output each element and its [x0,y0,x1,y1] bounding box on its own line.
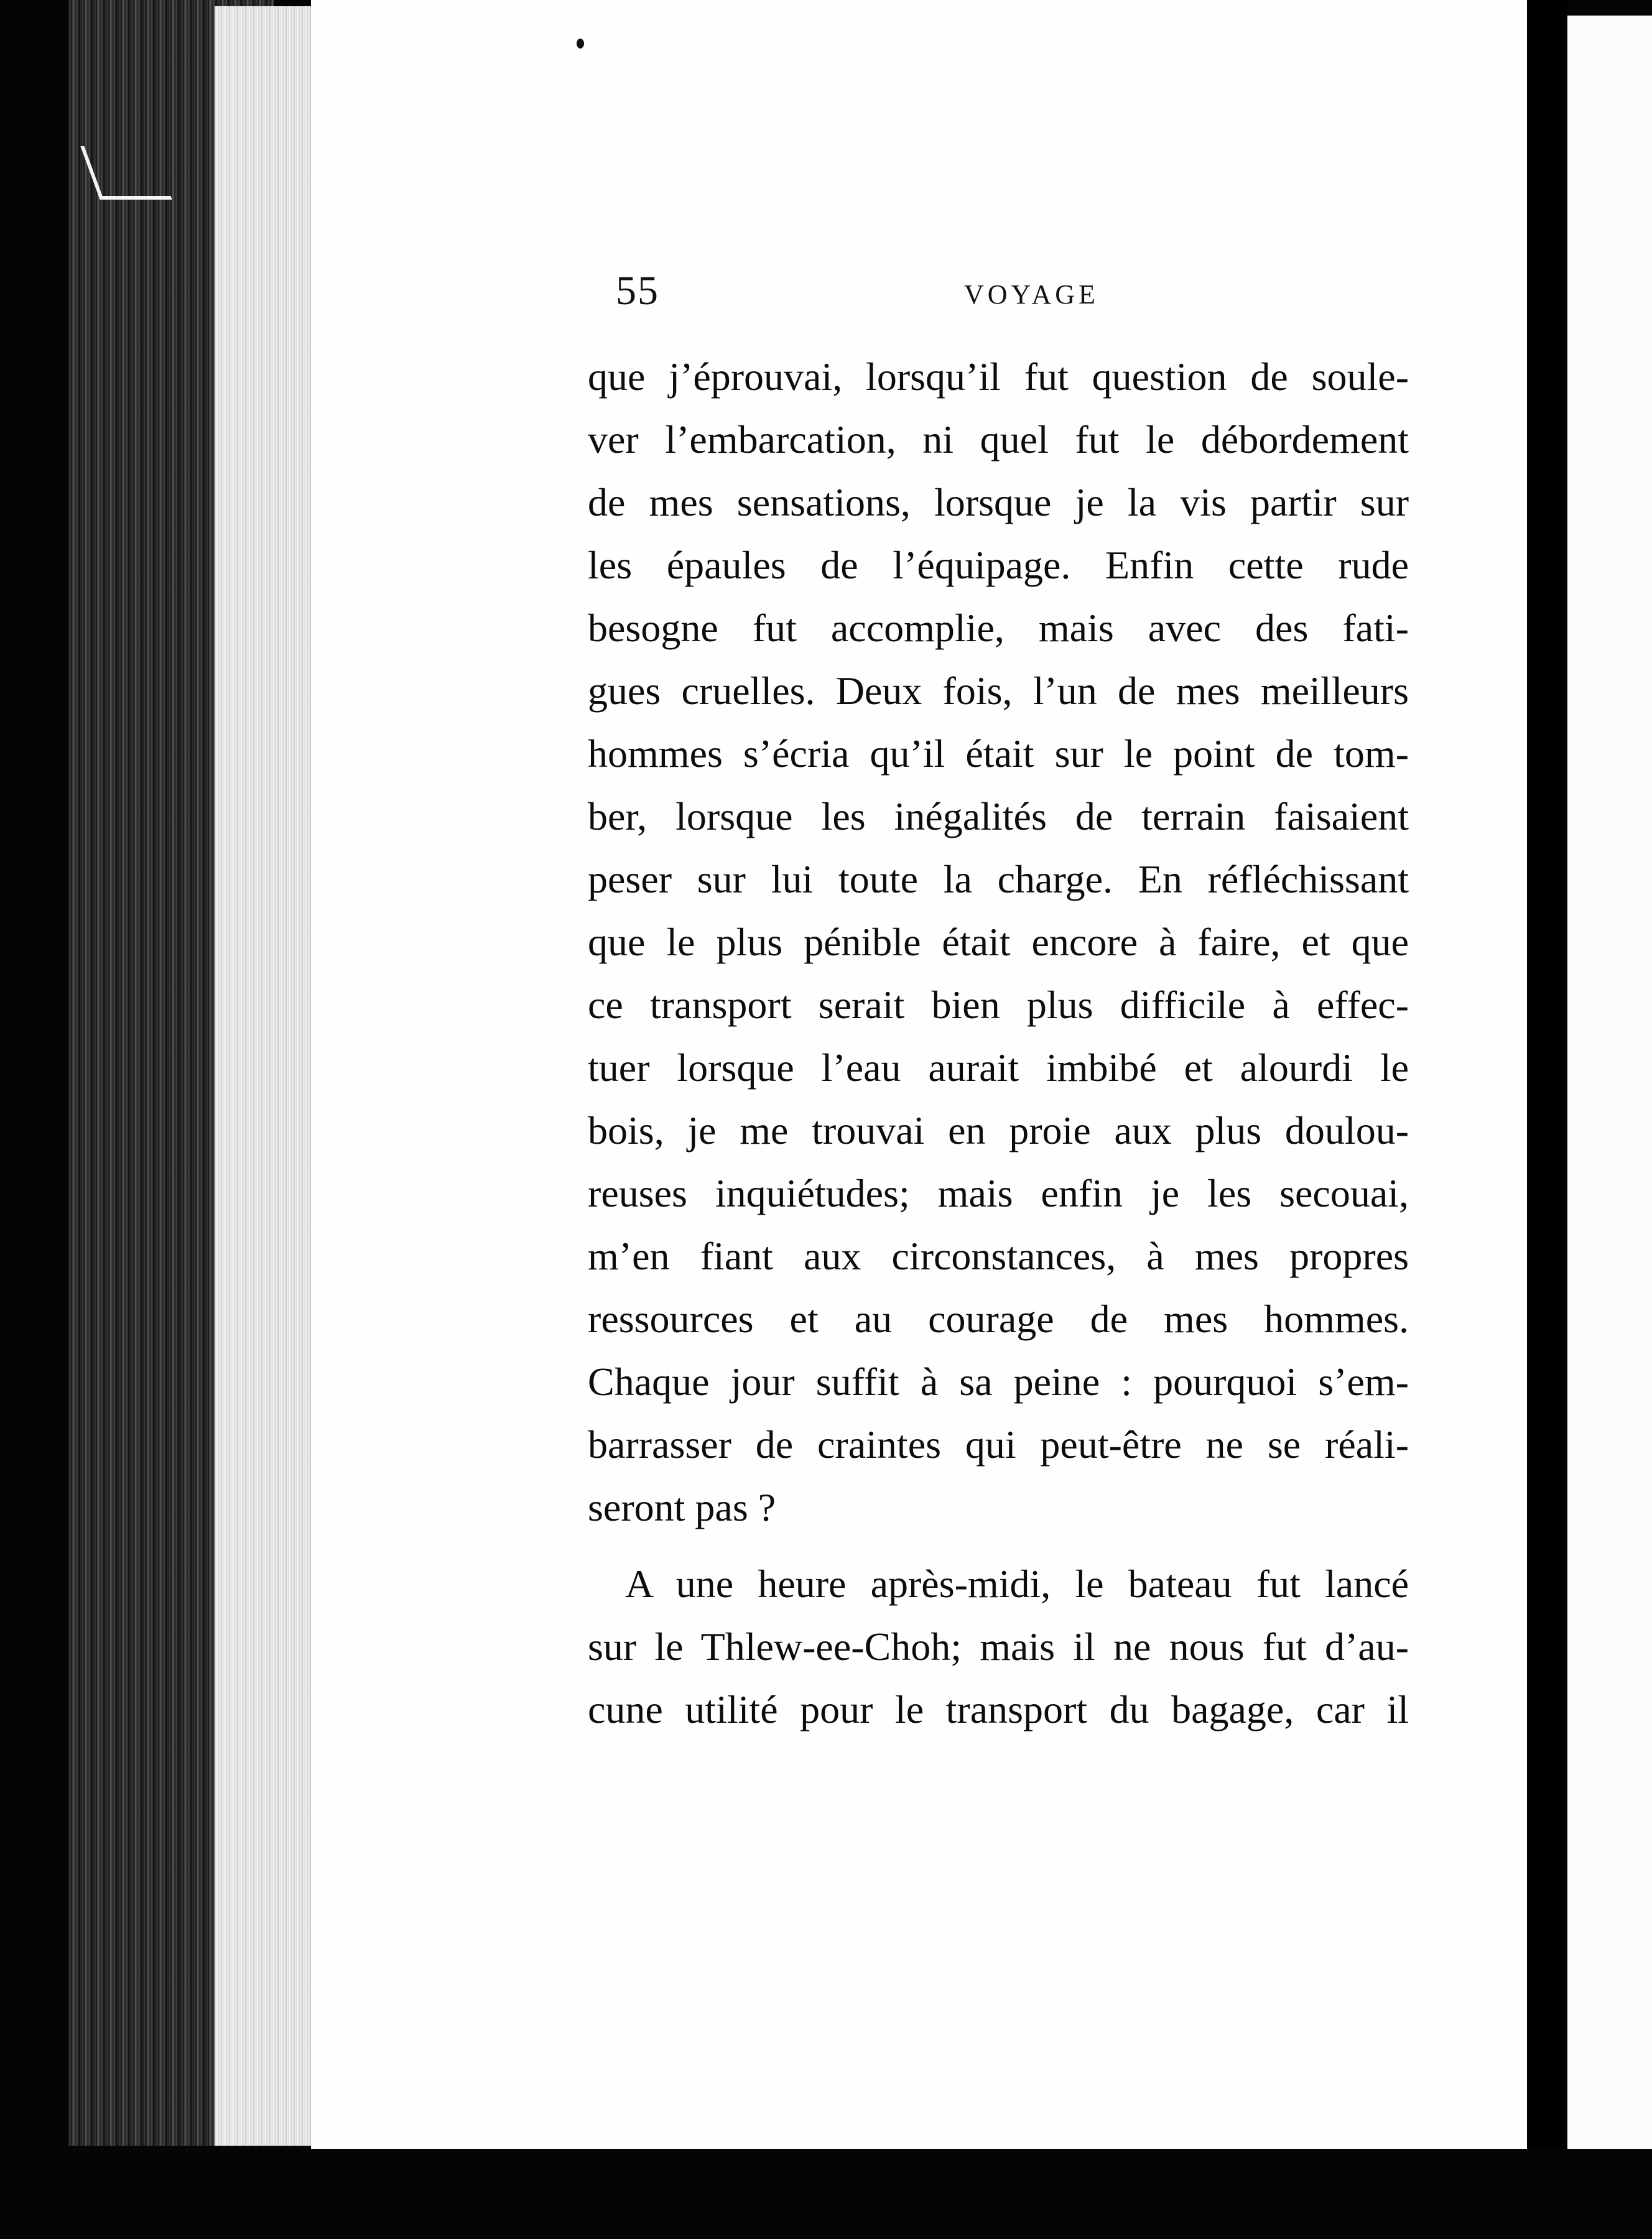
text-line: ber, lorsque les inégalités de terrain faisaient [588,794,1409,838]
paragraph-1 [588,345,1409,1539]
running-title: VOYAGE [964,279,1099,310]
text-line: que j’éprouvai, lorsqu’il fut question de soule- [588,355,1409,399]
text-line: A une heure après-midi, le bateau fut lancé [625,1562,1409,1606]
ink-speck [577,39,584,49]
text-line: tuer lorsque l’eau aurait imbibé et alourdi le [588,1045,1409,1090]
scan-bottom-border [0,2149,1652,2239]
text-line: ressources et au courage de mes hommes. [588,1297,1409,1341]
running-header [616,267,1412,323]
text-line: ce transport serait bien plus difficile à effec- [588,983,1409,1027]
text-line: ver l’embarcation, ni quel fut le débordement [588,417,1409,461]
text-line: barrasser de craintes qui peut-être ne se réali- [588,1422,1409,1467]
text-line: bois, je me trouvai en proie aux plus doulou- [588,1108,1409,1152]
text-line: seront pas ? [588,1485,776,1529]
text-line: les épaules de l’équipage. Enfin cette rude [588,543,1409,587]
book-gutter [1527,0,1567,2239]
text-line: de mes sensations, lorsque je la vis partir sur [588,480,1409,524]
paragraph-gap [588,1539,1409,1552]
text-line: m’en fiant aux circonstances, à mes propres [588,1234,1409,1278]
text-line: que le plus pénible était encore à faire, et que [588,920,1409,964]
page-number: 55 [616,268,659,313]
text-line: gues cruelles. Deux fois, l’un de mes meilleurs [588,669,1409,713]
text-line: cune utilité pour le transport du bagage, car il [588,1687,1409,1731]
paragraph-2 [588,1552,1409,1741]
page-stack-edges [215,6,320,2146]
adjacent-page-sliver [1567,16,1652,2155]
text-line: Chaque jour suffit à sa peine : pourquoi s’em- [588,1360,1409,1404]
text-line: reuses inquiétudes; mais enfin je les secouai, [588,1171,1409,1215]
body-text [588,345,1409,1741]
text-line: sur le Thlew-ee-Choh; mais il ne nous fut d’au- [588,1625,1409,1669]
text-line: besogne fut accomplie, mais avec des fati- [588,606,1409,650]
text-line: peser sur lui toute la charge. En réfléchissant [588,857,1409,901]
text-line: hommes s’écria qu’il était sur le point de tom- [588,731,1409,776]
